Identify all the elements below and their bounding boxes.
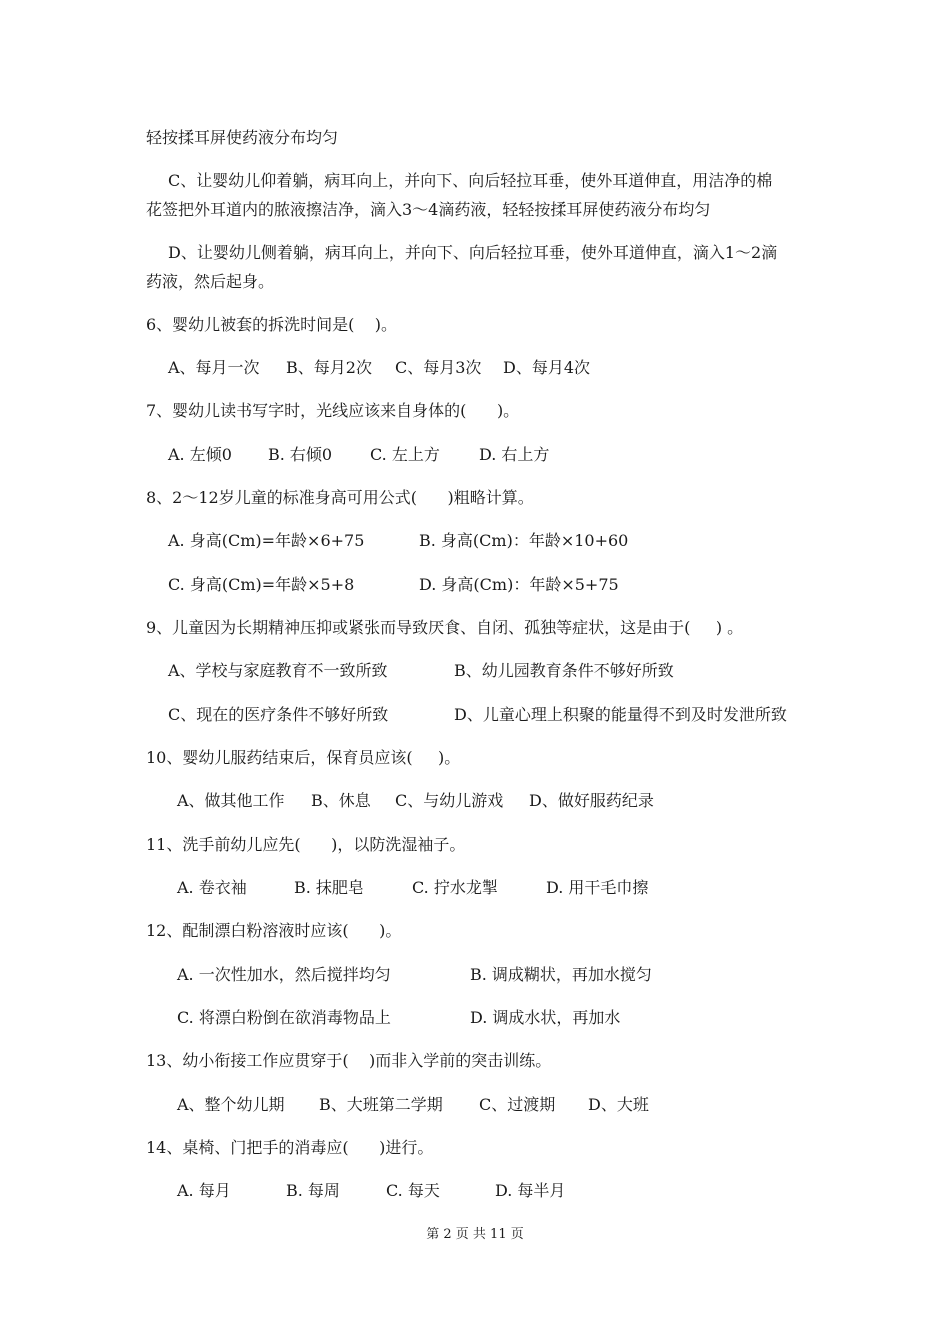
question-11-option-c: C. 拧水龙掣 xyxy=(412,878,498,897)
question-13-option-b: B、大班第二学期 xyxy=(319,1095,443,1114)
question-7-stem: 7、婴幼儿读书写字时，光线应该来自身体的( )。 xyxy=(146,401,520,420)
question-10-option-b: B、休息 xyxy=(311,791,371,810)
question-6-option-d: D、每月4次 xyxy=(503,358,591,377)
question-9-option-c: C、现在的医疗条件不够好所致 xyxy=(168,705,389,724)
question-11-option-b: B. 抹肥皂 xyxy=(294,878,364,897)
question-12-option-c: C. 将漂白粉倒在欲消毒物品上 xyxy=(177,1008,391,1027)
question-12-option-d: D. 调成水状，再加水 xyxy=(470,1008,621,1027)
question-6-stem: 6、婴幼儿被套的拆洗时间是( )。 xyxy=(146,315,398,334)
question-8-option-b: B. 身高(Cm)：年龄×10+60 xyxy=(419,531,629,550)
question-13-stem: 13、幼小衔接工作应贯穿于( )而非入学前的突击训练。 xyxy=(146,1051,552,1070)
option-c-line-1: C、让婴幼儿仰着躺，病耳向上，并向下、向后轻拉耳垂，使外耳道伸直，用洁净的棉 xyxy=(168,171,773,190)
question-9-stem: 9、儿童因为长期精神压抑或紧张而导致厌食、自闭、孤独等症状，这是由于( ) 。 xyxy=(146,618,744,637)
question-12-option-a: A. 一次性加水，然后搅拌均匀 xyxy=(177,965,391,984)
question-14-option-b: B. 每周 xyxy=(286,1181,340,1200)
question-8-option-c: C. 身高(Cm)=年龄×5+8 xyxy=(168,575,355,594)
question-6-option-b: B、每月2次 xyxy=(286,358,372,377)
question-10-option-d: D、做好服药纪录 xyxy=(529,791,654,810)
question-9-option-a: A、学校与家庭教育不一致所致 xyxy=(168,661,388,680)
question-8-stem: 8、2～12岁儿童的标准身高可用公式( )粗略计算。 xyxy=(146,488,534,507)
question-14-option-c: C. 每天 xyxy=(386,1181,440,1200)
question-13-option-c: C、过渡期 xyxy=(479,1095,556,1114)
question-11-option-a: A. 卷衣袖 xyxy=(177,878,247,897)
question-12-option-b: B. 调成糊状，再加水搅匀 xyxy=(470,965,652,984)
page-number-footer: 第 2 页 共 11 页 xyxy=(426,1227,524,1242)
question-9-option-d: D、儿童心理上积聚的能量得不到及时发泄所致 xyxy=(454,705,787,724)
question-13-option-a: A、整个幼儿期 xyxy=(177,1095,285,1114)
question-6-option-a: A、每月一次 xyxy=(168,358,260,377)
question-7-option-c: C. 左上方 xyxy=(370,445,440,464)
question-14-option-a: A. 每月 xyxy=(177,1181,231,1200)
option-d-line-2: 药液，然后起身。 xyxy=(146,272,275,291)
question-11-stem: 11、洗手前幼儿应先( )，以防洗湿袖子。 xyxy=(146,835,466,854)
option-d-line-1: D、让婴幼儿侧着躺，病耳向上，并向下、向后轻拉耳垂，使外耳道伸直，滴入1～2滴 xyxy=(168,243,778,262)
question-14-option-d: D. 每半月 xyxy=(495,1181,566,1200)
option-c-line-2: 花签把外耳道内的脓液擦洁净，滴入3～4滴药液，轻轻按揉耳屏使药液分布均匀 xyxy=(146,200,711,219)
question-13-option-d: D、大班 xyxy=(588,1095,649,1114)
question-6-option-c: C、每月3次 xyxy=(395,358,482,377)
question-12-stem: 12、配制漂白粉溶液时应该( )。 xyxy=(146,921,402,940)
question-7-option-d: D. 右上方 xyxy=(479,445,550,464)
question-14-stem: 14、桌椅、门把手的消毒应( )进行。 xyxy=(146,1138,434,1157)
question-10-option-a: A、做其他工作 xyxy=(177,791,285,810)
option-b-continuation: 轻按揉耳屏使药液分布均匀 xyxy=(146,128,339,147)
question-7-option-b: B. 右倾0 xyxy=(268,445,333,464)
question-10-stem: 10、婴幼儿服药结束后，保育员应该( )。 xyxy=(146,748,461,767)
question-7-option-a: A. 左倾0 xyxy=(168,445,232,464)
question-11-option-d: D. 用干毛巾擦 xyxy=(546,878,649,897)
question-10-option-c: C、与幼儿游戏 xyxy=(395,791,504,810)
question-8-option-d: D. 身高(Cm)：年龄×5+75 xyxy=(419,575,619,594)
question-9-option-b: B、幼儿园教育条件不够好所致 xyxy=(454,661,674,680)
question-8-option-a: A. 身高(Cm)=年龄×6+75 xyxy=(168,531,365,550)
